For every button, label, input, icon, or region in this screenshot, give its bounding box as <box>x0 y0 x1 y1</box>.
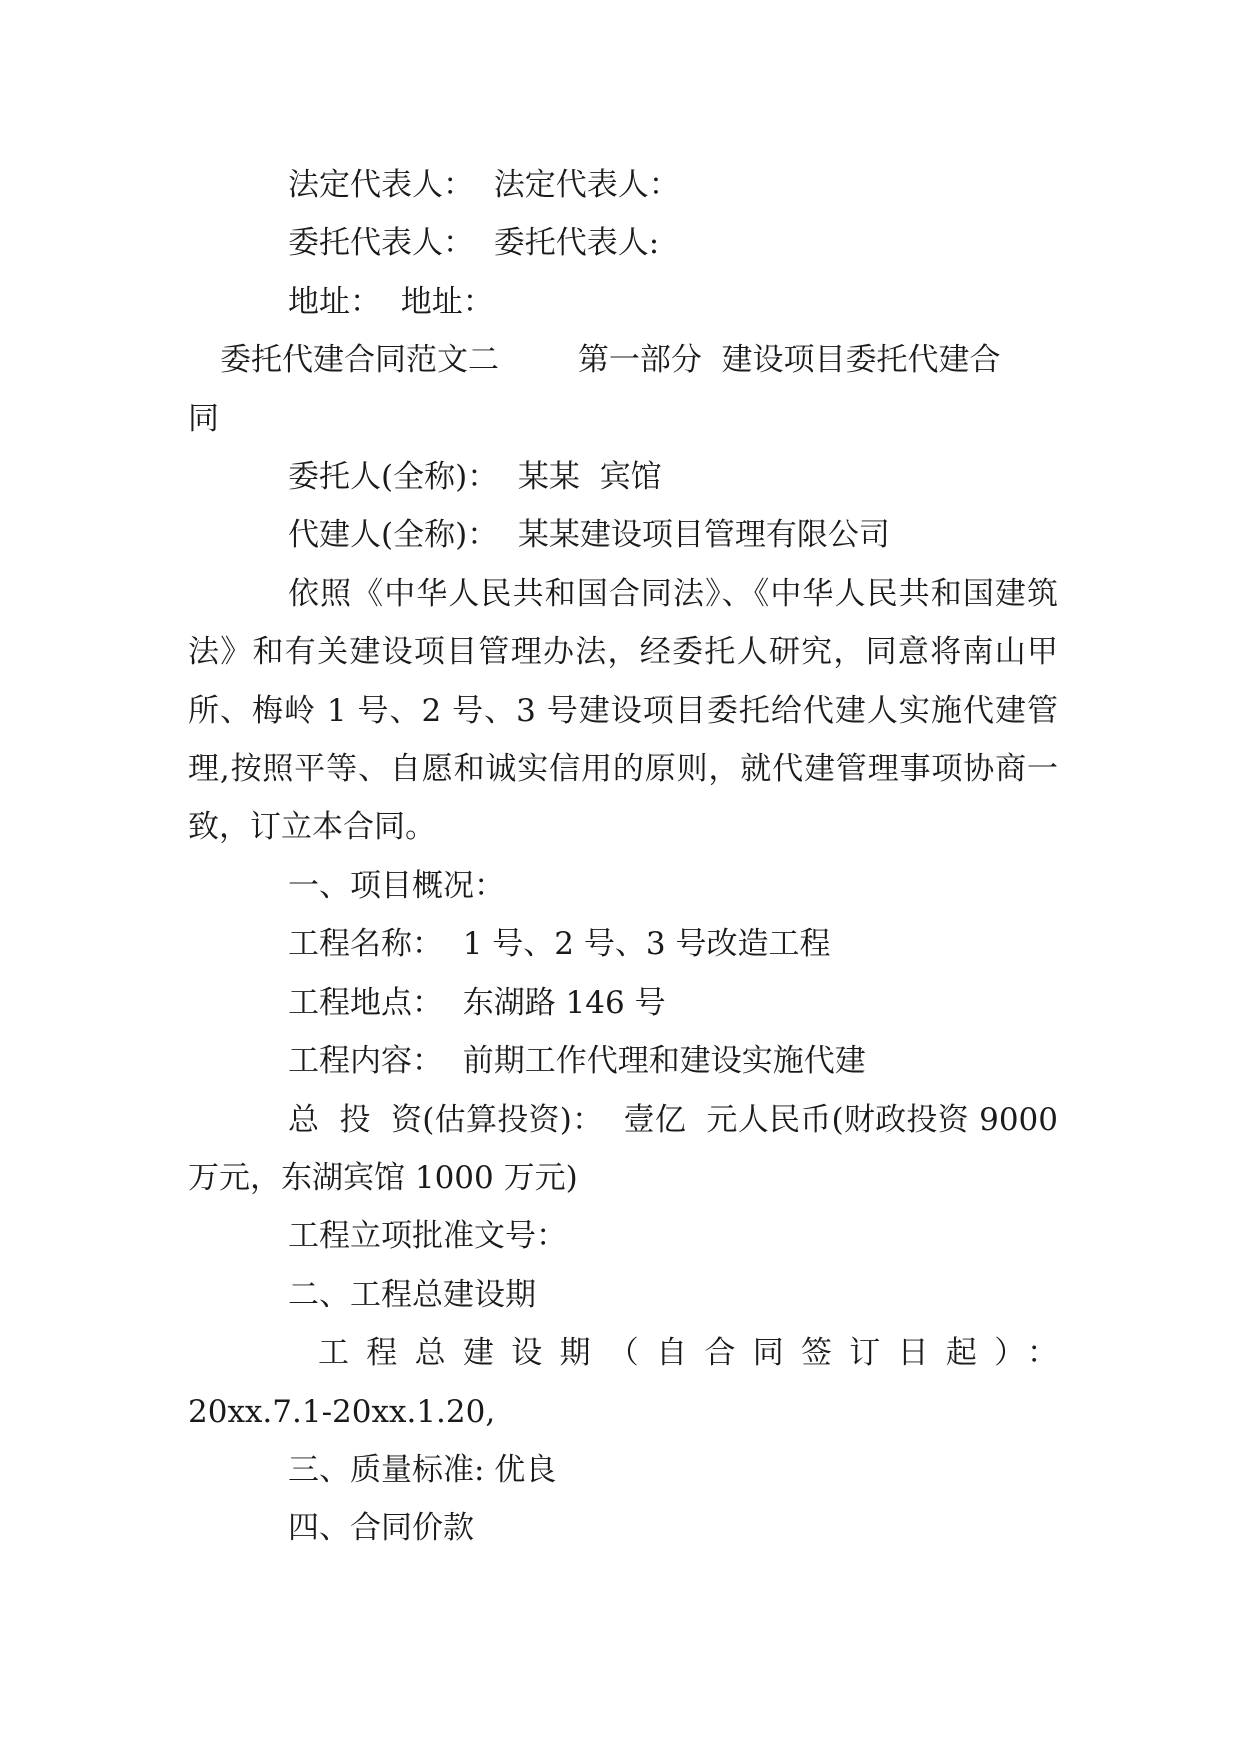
construction-period-value: 20xx.7.1-20xx.1.20, <box>188 1393 496 1430</box>
total-investment-paragraph: 总 投 资(估算投资)： 壹亿 元人民币(财政投资 9000 万元，东湖宾馆 1000 万元) <box>188 1101 1068 1196</box>
construction-period-label: 工程总建设期（自合同签订日起）： <box>318 1335 1058 1372</box>
section-1-heading: 一、项目概况： <box>288 867 505 904</box>
project-location-line: 工程地点： 东湖路 146 号 <box>288 984 666 1021</box>
section-2-heading: 二、工程总建设期 <box>288 1276 536 1313</box>
legal-representative-line: 法定代表人： 法定代表人： <box>288 167 680 203</box>
contract-title-line: 委托代建合同范文二 第一部分 建设项目委托代建合 <box>220 342 1001 379</box>
section-4-heading: 四、合同价款 <box>288 1510 474 1547</box>
agent-line: 代建人(全称)： 某某建设项目管理有限公司 <box>288 517 890 554</box>
section-3-heading: 三、质量标准: 优良 <box>288 1451 557 1488</box>
project-name-line: 工程名称： 1 号、2 号、3 号改造工程 <box>288 926 831 963</box>
address-line: 地址： 地址： <box>288 283 494 320</box>
project-content-line: 工程内容： 前期工作代理和建设实施代建 <box>288 1043 866 1080</box>
basis-paragraph: 依照《中华人民共和国合同法》、《中华人民共和国建筑法》和有关建设项目管理办法，经委托人研究，同意将南山甲所、梅岭 1 号、2 号、3 号建设项目委托给代建人实施代建管理,按照平等、自愿和诚实信用的原则，就代建管理事项协商一致，订立本合同。 <box>188 575 1058 846</box>
approval-number-line: 工程立项批准文号： <box>288 1218 567 1255</box>
entrusted-representative-line: 委托代表人： 委托代表人: <box>288 225 660 262</box>
document-body <box>188 156 1068 1558</box>
contract-title-continuation: 同 <box>188 400 219 437</box>
client-line: 委托人(全称)： 某某 宾馆 <box>288 459 662 496</box>
